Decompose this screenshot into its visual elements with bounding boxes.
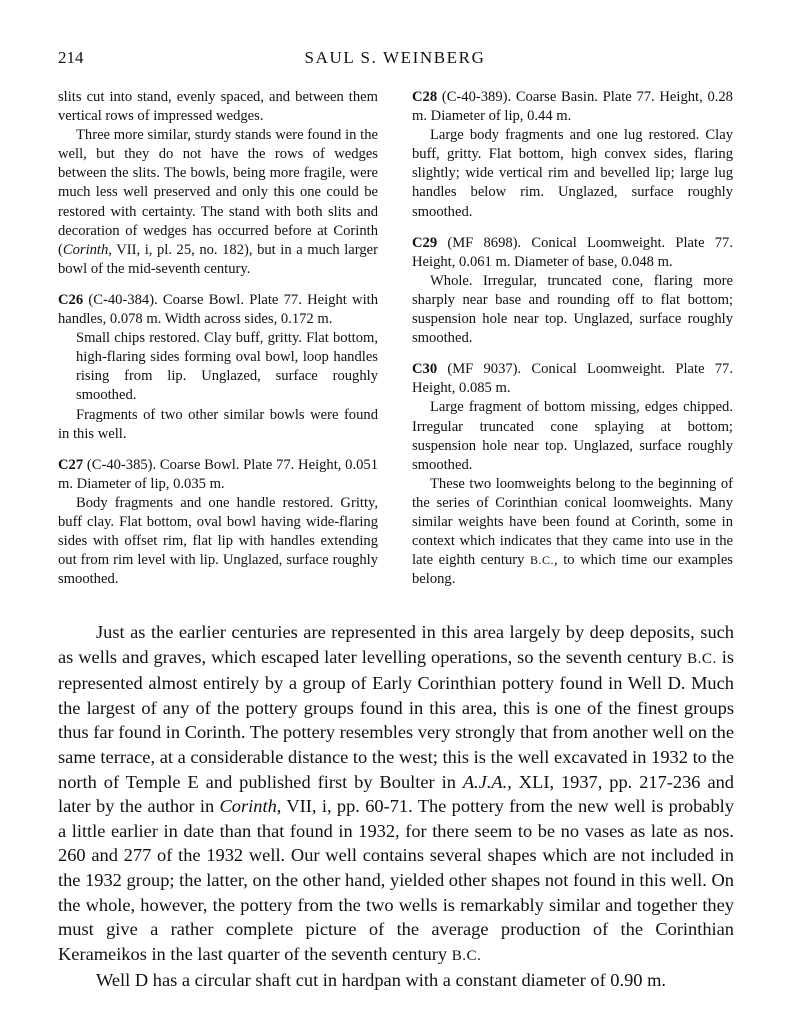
running-head: SAUL S. WEINBERG [304, 48, 486, 67]
entry-description: Small chips restored. Clay buff, gritty. Flat bottom, high-flaring sides forming oval bowl, loop handles rising from lip. Unglazed, surface roughly smoothed. [76, 330, 378, 404]
entry-id: C30 [412, 361, 438, 378]
catalogue-entry-c28 [412, 88, 733, 222]
entry-id: C26 [58, 291, 84, 308]
era-abbreviation: B.C. [451, 947, 482, 964]
entry-heading: C30 (MF 9037). Conical Loomweight. Plate 77. Height, 0.085 m. [412, 361, 733, 397]
stands-paragraph: Three more similar, sturdy stands were found in the well, but they do not have the rows of wedges between the slits. The bowls, being more fragile, were much less well preserved and only this one could be restored with certainty. The stand with both slits and decoration of wedges has occurred before at Corinth (Corinth, VII, i, pl. 25, no. 182), but in a much larger bowl of the mid-seventh century. [58, 127, 378, 277]
era-abbreviation: B.C. [530, 553, 554, 568]
page-number: 214 [58, 48, 84, 67]
page-header [58, 48, 732, 70]
entry-description: Body fragments and one handle restored. Gritty, buff clay. Flat bottom, oval bowl having wide-flaring sides with offset rim, flat lip with handles extending out from rim level with lip. Unglazed, surface roughly smoothed. [58, 494, 378, 588]
entry-id: C29 [412, 234, 438, 251]
loomweights-note: These two loomweights belong to the beginning of the series of Corinthian conical loomweights. Many similar weights have been found at Corinth, some in context which indicates that they came into use in the late eighth century B.C., to which time our examples belong. [412, 475, 733, 588]
entry-description: Whole. Irregular, truncated cone, flaring more sharply near base and rounding off to flat bottom; suspension hole near top. Unglazed, surface roughly smoothed. [412, 272, 733, 347]
entry-heading: C29 (MF 8698). Conical Loomweight. Plate 77. Height, 0.061 m. Diameter of base, 0.048 m. [412, 234, 733, 270]
journal-title: Corinth [62, 241, 109, 258]
catalogue-entry-c29 [412, 234, 733, 349]
entry-heading: C27 (C-40-385). Coarse Bowl. Plate 77. Height, 0.051 m. Diameter of lip, 0.035 m. [58, 456, 378, 492]
journal-title: A.J.A. [462, 771, 508, 792]
entry-note: Fragments of two other similar bowls were found in this well. [58, 406, 378, 442]
entry-description: Large body fragments and one lug restored. Clay buff, gritty. Flat bottom, high convex sides, flaring slightly; wide vertical rim and bevelled lip; large lug handles below rim. Unglazed, surface roughly smoothed. [412, 127, 733, 220]
main-text [58, 620, 734, 993]
era-abbreviation: B.C. [687, 650, 717, 667]
entry-id: C28 [412, 89, 438, 105]
entry-heading: C26 (C-40-384). Coarse Bowl. Plate 77. Height with handles, 0.078 m. Width across sides, 0.172 m. [58, 291, 378, 328]
entry-heading: C28 (C-40-389). Coarse Basin. Plate 77. Height, 0.28 m. Diameter of lip, 0.44 m. [412, 89, 733, 125]
main-paragraph: Just as the earlier centuries are represented in this area largely by deep deposits, such as wells and graves, which escaped later levelling operations, so the seventh century B.C. is represented almost entirely by a group of Early Corinthian pottery found in Well D. Much the largest of any of the pottery groups found in this area, this is one of the finest groups thus far found in Corinth. The pottery resembles very strongly that from another well on the same terrace, at a considerable distance to the west; this is the well excavated in 1932 to the north of Temple E and published first by Boulter in A.J.A., XLI, 1937, pp. 217-236 and later by the author in Corinth, VII, i, pp. 60-71. The pottery from the new well is probably a little earlier in date than that found in 1932, for there seem to be no vases as late as nos. 260 and 277 of the 1932 well. Our well contains several shapes which are not included in the 1932 group; the latter, on the other hand, yielded other shapes not found in this well. On the whole, however, the pottery from the two wells is remarkably similar and together they must give a rather complete picture of the average production of the Corinthian Kerameikos in the last quarter of the seventh century B.C. [58, 622, 734, 964]
catalogue-entry-c27 [58, 456, 378, 590]
catalogue-entry-c30 [412, 360, 733, 589]
catalogue-entry-c26 [58, 291, 378, 444]
left-column [58, 88, 378, 589]
entry-id: C27 [58, 456, 84, 473]
journal-title: Corinth [219, 796, 277, 817]
entry-description: Large fragment of bottom missing, edges chipped. Irregular truncated cone splaying at bottom; suspension hole near top. Unglazed, surface roughly smoothed. [412, 399, 733, 473]
continuation-paragraph: slits cut into stand, evenly spaced, and between them vertical rows of impressed wedges. [58, 89, 378, 125]
right-column [412, 88, 733, 589]
main-paragraph-well-d: Well D has a circular shaft cut in hardpan with a constant diameter of 0.90 m. [96, 970, 666, 991]
